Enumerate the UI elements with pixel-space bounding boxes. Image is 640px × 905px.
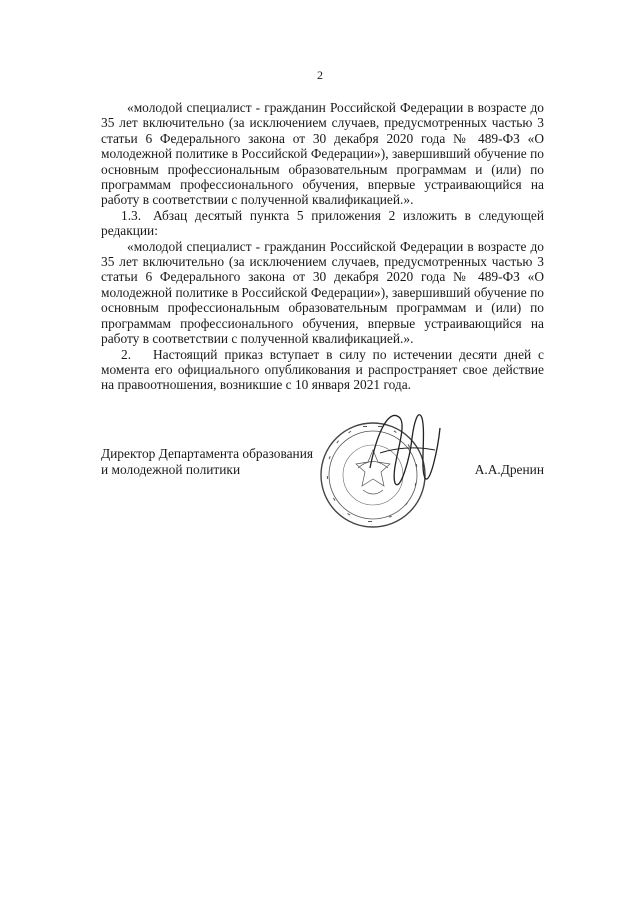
page-number: 2 [317, 68, 323, 82]
item-text: Настоящий приказ вступает в силу по истечении десяти дней с момента его официального опубликования и распространяет свое действие на правоотношения, возникшие с 10 января 2021 года. [101, 346, 544, 393]
item-number: 2. [121, 346, 132, 362]
item-1-3 [101, 208, 544, 239]
quoted-definition-1: «молодой специалист - гражданин Российской Федерации в возрасте до 35 лет включительно (за исключением случаев, предусмотренных частью 3 статьи 6 Федерального закона от 30 декабря 2020 года № 489-ФЗ «О молодежной политике в Российской Федерации»), завершивший обучение по основным профессиональным образовательным программам и (или) по программам профессионального обучения, впервые устраивающийся на работу в соответствии с полученной квалификацией.». [101, 100, 544, 208]
document-body [101, 100, 544, 393]
signer-position-line-1: Директор Департамента образования [101, 446, 314, 461]
signer-position-line-2: и молодежной политики [101, 462, 241, 477]
signer-position [101, 446, 331, 478]
quoted-definition-2: «молодой специалист - гражданин Российской Федерации в возрасте до 35 лет включительно (за исключением случаев, предусмотренных частью 3 статьи 6 Федерального закона от 30 декабря 2020 года № 489-ФЗ «О молодежной политике в Российской Федерации»), завершивший обучение по основным профессиональным образовательным программам и (или) по программам профессионального обучения, впервые устраивающийся на работу в соответствии с полученной квалификацией.». [101, 238, 544, 347]
handwritten-signature [360, 398, 450, 498]
item-number: 1.3. [121, 207, 142, 223]
item-2 [101, 347, 544, 393]
signer-name: А.А.Дренин [474, 462, 544, 477]
item-text: Абзац десятый пункта 5 приложения 2 изложить в следующей редакции: [101, 207, 544, 239]
